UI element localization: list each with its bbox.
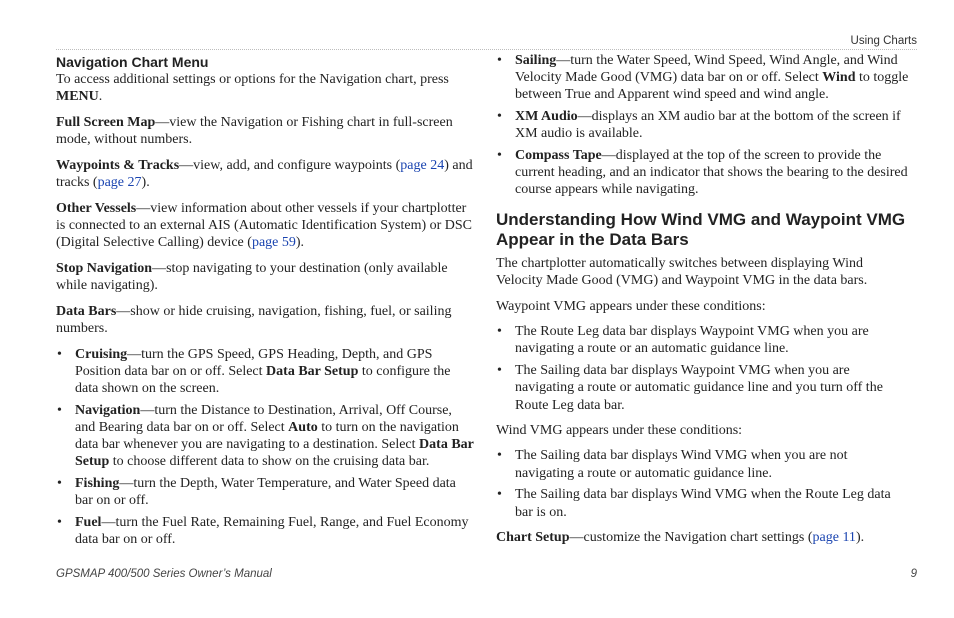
waypoint-vmg-conditions-list [496,323,910,414]
page-27-link[interactable]: page 27 [97,175,142,191]
intro-paragraph: To access additional settings or options for the Navigation chart, press MENU. [56,72,449,105]
page-24-link[interactable]: page 24 [400,157,445,173]
list-item: • The Sailing data bar displays Wind VMG when the Route Leg data bar is on. [496,486,910,520]
menu-key: MENU [56,89,99,105]
vmg-intro-paragraph: The chartplotter automatically switches between displaying Wind Velocity Made Good (VMG) and Waypoint VMG in the data bars. [496,255,868,288]
wind-vmg-conditions-list [496,447,910,520]
page-11-link[interactable]: page 11 [812,529,856,545]
waypoints-tracks-item: Waypoints & Tracks—view, add, and configure waypoints (page 24) and tracks (page 27). [56,157,473,191]
list-item: • The Route Leg data bar displays Waypoint VMG when you are navigating a route or an automatic guidance line. [496,323,910,357]
other-vessels-term: Other Vessels [56,200,137,216]
page-59-link[interactable]: page 59 [251,235,296,251]
list-item: • The Sailing data bar displays Waypoint VMG when you are navigating a route or automatic guidance line and you turn off the Route Leg data bar. [496,362,910,414]
list-item: • The Sailing data bar displays Wind VMG when you are not navigating a route or automatic guidance line. [496,447,910,481]
chart-setup-term: Chart Setup [496,529,570,545]
data-bars-term: Data Bars [56,303,117,319]
list-item-sailing: • Sailing—turn the Water Speed, Wind Speed, Wind Angle, and Wind Velocity Made Good (VMG) data bar on or off. Select Wind to toggle between True and Apparent wind speed and wind angle. [496,52,910,104]
footer-manual-title: GPSMAP 400/500 Series Owner’s Manual [56,568,272,580]
list-item-navigation: • Navigation—turn the Distance to Destination, Arrival, Off Course, and Bearing data bar on or off. Select Auto to turn on the navigation data bar whenever you are navigating to a destination. Select Data Bar Setup to choose different data to show on the cruising data bar. [56,402,474,471]
wind-vmg-conditions-label: Wind VMG appears under these conditions: [496,422,743,438]
page-number: 9 [910,568,917,580]
waypoint-vmg-conditions-label: Waypoint VMG appears under these conditions: [496,298,766,314]
list-item-compass-tape: • Compass Tape—displayed at the top of the screen to provide the current heading, and an indicator that shows the bearing to the desired course appears while navigating. [496,147,910,199]
other-vessels-item: Other Vessels—view information about other vessels if your chartplotter is connected to an external AIS (Automatic Identification System) or DSC (Digital Selective Calling) device (page 59). [56,200,473,251]
list-item-fishing: • Fishing—turn the Depth, Water Temperature, and Water Speed data bar on or off. [56,475,474,509]
data-bars-item: Data Bars—show or hide cruising, navigation, fishing, fuel, or sailing numbers. [56,303,452,336]
data-bars-list-continued [496,52,910,199]
stop-navigation-item: Stop Navigation—stop navigating to your destination (only available while navigating). [56,260,448,294]
section-title: Using Charts [850,35,917,47]
full-screen-map-term: Full Screen Map [56,114,156,130]
left-column [56,54,474,556]
full-screen-map-item: Full Screen Map—view the Navigation or Fishing chart in full-screen mode, without numbers. [56,114,453,148]
chart-setup-item: Chart Setup—customize the Navigation chart settings (page 11). [496,529,865,545]
header-rule [56,49,917,50]
stop-navigation-term: Stop Navigation [56,260,153,276]
list-item-cruising: • Cruising—turn the GPS Speed, GPS Heading, Depth, and GPS Position data bar on or off. Select Data Bar Setup to configure the data shown on the screen. [56,346,474,398]
waypoints-tracks-term: Waypoints & Tracks [56,157,180,173]
navigation-chart-menu-heading: Navigation Chart Menu [56,54,209,70]
vmg-heading: Understanding How Wind VMG and Waypoint VMG Appear in the Data Bars [496,209,906,250]
data-bars-list [56,346,474,549]
right-column [496,52,910,554]
list-item-xm-audio: • XM Audio—displays an XM audio bar at the bottom of the screen if XM audio is available. [496,108,910,142]
list-item-fuel: • Fuel—turn the Fuel Rate, Remaining Fuel, Range, and Fuel Economy data bar on or off. [56,514,474,548]
